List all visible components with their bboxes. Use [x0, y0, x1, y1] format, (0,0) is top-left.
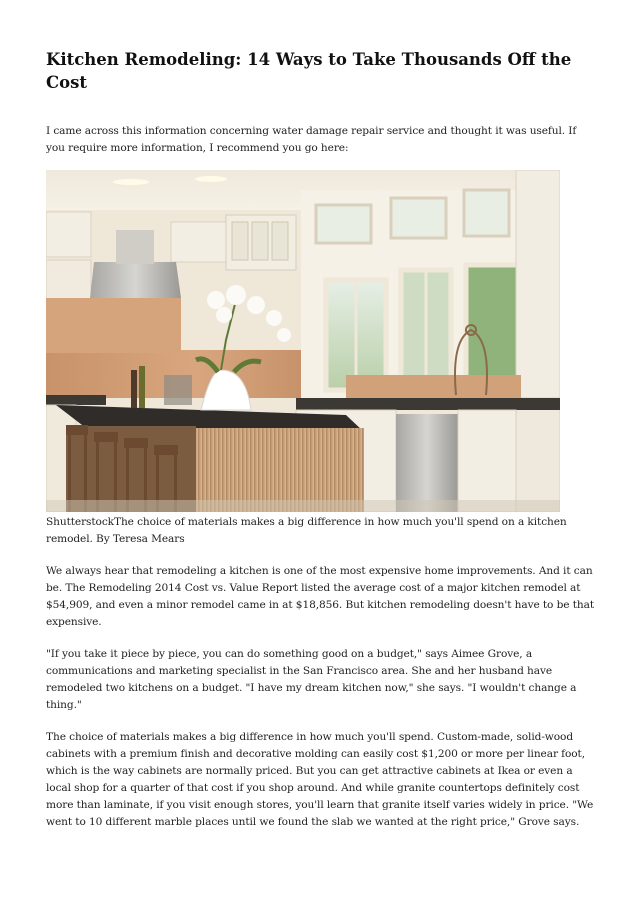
- body-paragraph: The choice of materials makes a big difference in how much you'll spend. Custom-made, solid-wood cabinets with a premium finish and decorative molding can easily cost $1,200 or more per linear foot, which is the way cabinets are normally priced. But you can get attractive cabinets at Ikea or even a local shop for a quarter of that cost if you shop around. And while granite countertops definitely cost more than laminate, if you visit enough stores, you'll learn that granite itself varies widely in price. "We went to 10 different marble places until we found the slab we wanted at the right price," Grove says.: [46, 731, 594, 828]
- photo-caption: ShutterstockThe choice of materials makes a big difference in how much you'll spend on a kitchen remodel. By Teresa Mears: [46, 516, 567, 545]
- body-paragraph: "If you take it piece by piece, you can do something good on a budget," says Aimee Grove, a communications and marketing specialist in the San Francisco area. She and her husband have remodeled two kitchens on a budget. "I have my dream kitchen now," she says. "I wouldn't change a thing.": [46, 648, 577, 711]
- article-title: Kitchen Remodeling: 14 Ways to Take Thousands Off the Cost: [46, 50, 572, 92]
- intro-paragraph: I came across this information concerning water damage repair service and thought it was useful. If you require more information, I recommend you go here:: [46, 125, 577, 154]
- body-paragraph: We always hear that remodeling a kitchen is one of the most expensive home improvements. And it can be. The Remodeling 2014 Cost vs. Value Report listed the average cost of a major kitchen remodel at $54,909, and even a minor remodel came in at $18,856. But kitchen remodeling doesn't have to be that expensive.: [46, 565, 594, 628]
- kitchen-photo: [46, 170, 560, 512]
- article: [46, 48, 594, 831]
